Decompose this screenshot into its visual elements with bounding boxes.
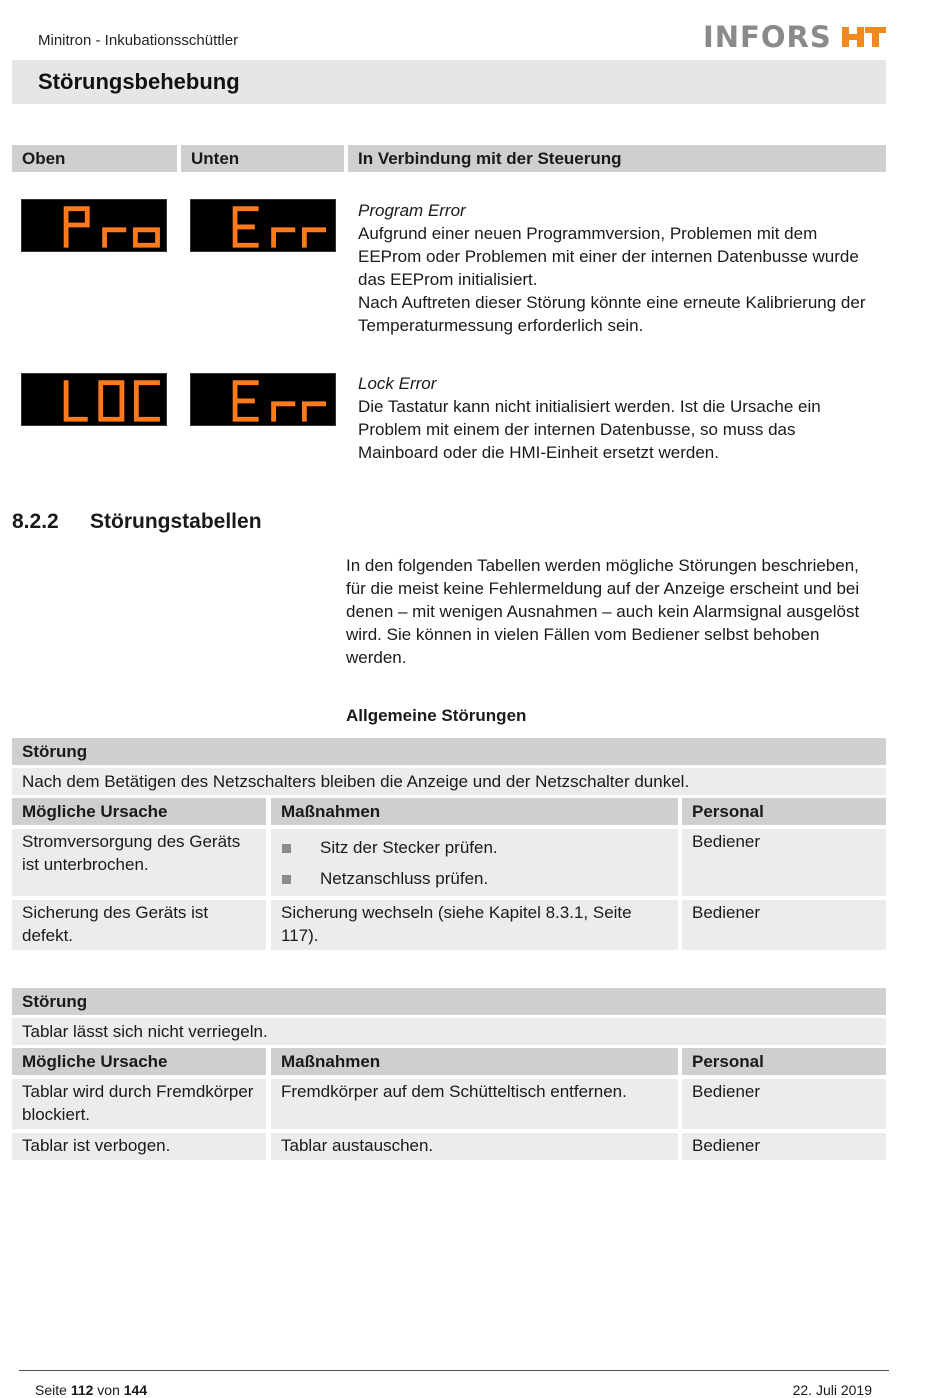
table-cell-personnel: Bediener: [682, 829, 886, 896]
column-header-top: Oben: [12, 145, 177, 172]
list-item: [281, 867, 668, 898]
fault-label-1: Störung: [12, 738, 886, 765]
table-cell-action: Tablar austauschen.: [271, 1133, 678, 1160]
error-text-lock-1: Die Tastatur kann nicht initialisiert werden. Ist die Ursache ein Problem mit einem der internen Datenbusse, so muss das Mainboard oder die HMI-Einheit ersetzt werden.: [358, 397, 821, 462]
table-cell-cause: Stromversorgung des Geräts ist unterbrochen.: [12, 829, 266, 896]
lcd-loc-svg: [22, 374, 166, 425]
lcd-err-svg-2: [191, 374, 335, 425]
table-cell-action: [271, 829, 678, 896]
section-heading: [12, 510, 262, 534]
lcd-err-svg-1: [191, 200, 335, 251]
page-of: von: [97, 1382, 120, 1398]
column-header-personnel-2: Personal: [682, 1048, 886, 1075]
logo-text: INFORS: [703, 20, 832, 54]
table-cell-personnel: Bediener: [682, 900, 886, 950]
table-cell-cause: Tablar wird durch Fremdkörper blockiert.: [12, 1079, 266, 1129]
column-header-action-2: Maßnahmen: [271, 1048, 678, 1075]
column-header-bottom: Unten: [181, 145, 344, 172]
fault-text-1: Nach dem Betätigen des Netzschalters bleiben die Anzeige und der Netzschalter dunkel.: [12, 768, 886, 795]
column-header-action-1: Maßnahmen: [271, 798, 678, 825]
document-date: 22. Juli 2019: [792, 1382, 872, 1398]
column-header-cause-1: Mögliche Ursache: [12, 798, 266, 825]
page-total: 144: [123, 1382, 148, 1398]
section-intro: In den folgenden Tabellen werden mögliche Störungen beschrieben, für die meist keine Fehlermeldung auf der Anzeige erscheint und bei denen – mit wenigen Ausnahmen – auch kein Alarmsignal ausgelöst wird. Sie können in vielen Fällen vom Bediener selbst behoben werden.: [346, 556, 860, 667]
lcd-pro-svg: [22, 200, 166, 251]
subheading-general-faults: Allgemeine Störungen: [346, 706, 527, 725]
table-cell-cause: Sicherung des Geräts ist defekt.: [12, 900, 266, 950]
lcd-display-top-pro: [21, 199, 167, 252]
footer-divider: [19, 1370, 889, 1371]
logo-ht-icon: [840, 25, 888, 49]
infors-logo: [703, 20, 888, 54]
column-header-connection: In Verbindung mit der Steuerung: [348, 145, 886, 172]
bullet-square-icon: [282, 844, 291, 853]
error-text-program-1: Aufgrund einer neuen Programmversion, Problemen mit dem EEProm oder Problemen mit einer der internen Datenbusse wurde das EEProm initialisiert.: [358, 224, 859, 289]
page-word: Seite: [35, 1382, 67, 1398]
action-text: Sitz der Stecker prüfen.: [320, 838, 498, 857]
logo-ht-mark: [840, 25, 888, 49]
table-cell-cause: Tablar ist verbogen.: [12, 1133, 266, 1160]
lcd-display-bottom-err-2: [190, 373, 336, 426]
table-cell-action: Fremdkörper auf dem Schütteltisch entfernen.: [271, 1079, 678, 1129]
column-header-personnel-1: Personal: [682, 798, 886, 825]
page-current: 112: [70, 1382, 94, 1398]
error-title-lock: Lock Error: [358, 374, 437, 393]
error-description-lock: [358, 372, 878, 464]
page-title-bar: [12, 60, 886, 104]
section-title: Störungstabellen: [90, 510, 262, 533]
table-cell-personnel: Bediener: [682, 1133, 886, 1160]
lcd-display-bottom-err-1: [190, 199, 336, 252]
column-header-cause-2: Mögliche Ursache: [12, 1048, 266, 1075]
fault-label-2: Störung: [12, 988, 886, 1015]
action-bullet-list: [281, 836, 668, 898]
lcd-display-top-loc: [21, 373, 167, 426]
table-cell-action: Sicherung wechseln (siehe Kapitel 8.3.1, Seite 117).: [271, 900, 678, 950]
table-cell-personnel: Bediener: [682, 1079, 886, 1129]
list-item: [281, 836, 668, 867]
bullet-square-icon: [282, 875, 291, 884]
page-number: [35, 1382, 147, 1398]
error-title-program: Program Error: [358, 201, 466, 220]
error-description-program: [358, 199, 878, 337]
action-text: Netzanschluss prüfen.: [320, 869, 489, 888]
document-subtitle: Minitron - Inkubationsschüttler: [38, 32, 239, 49]
page-title: Störungsbehebung: [38, 69, 240, 94]
fault-text-2: Tablar lässt sich nicht verriegeln.: [12, 1018, 886, 1045]
error-text-program-2: Nach Auftreten dieser Störung könnte eine erneute Kalibrierung der Temperaturmessung erforderlich sein.: [358, 293, 866, 335]
section-number: 8.2.2: [12, 510, 59, 533]
